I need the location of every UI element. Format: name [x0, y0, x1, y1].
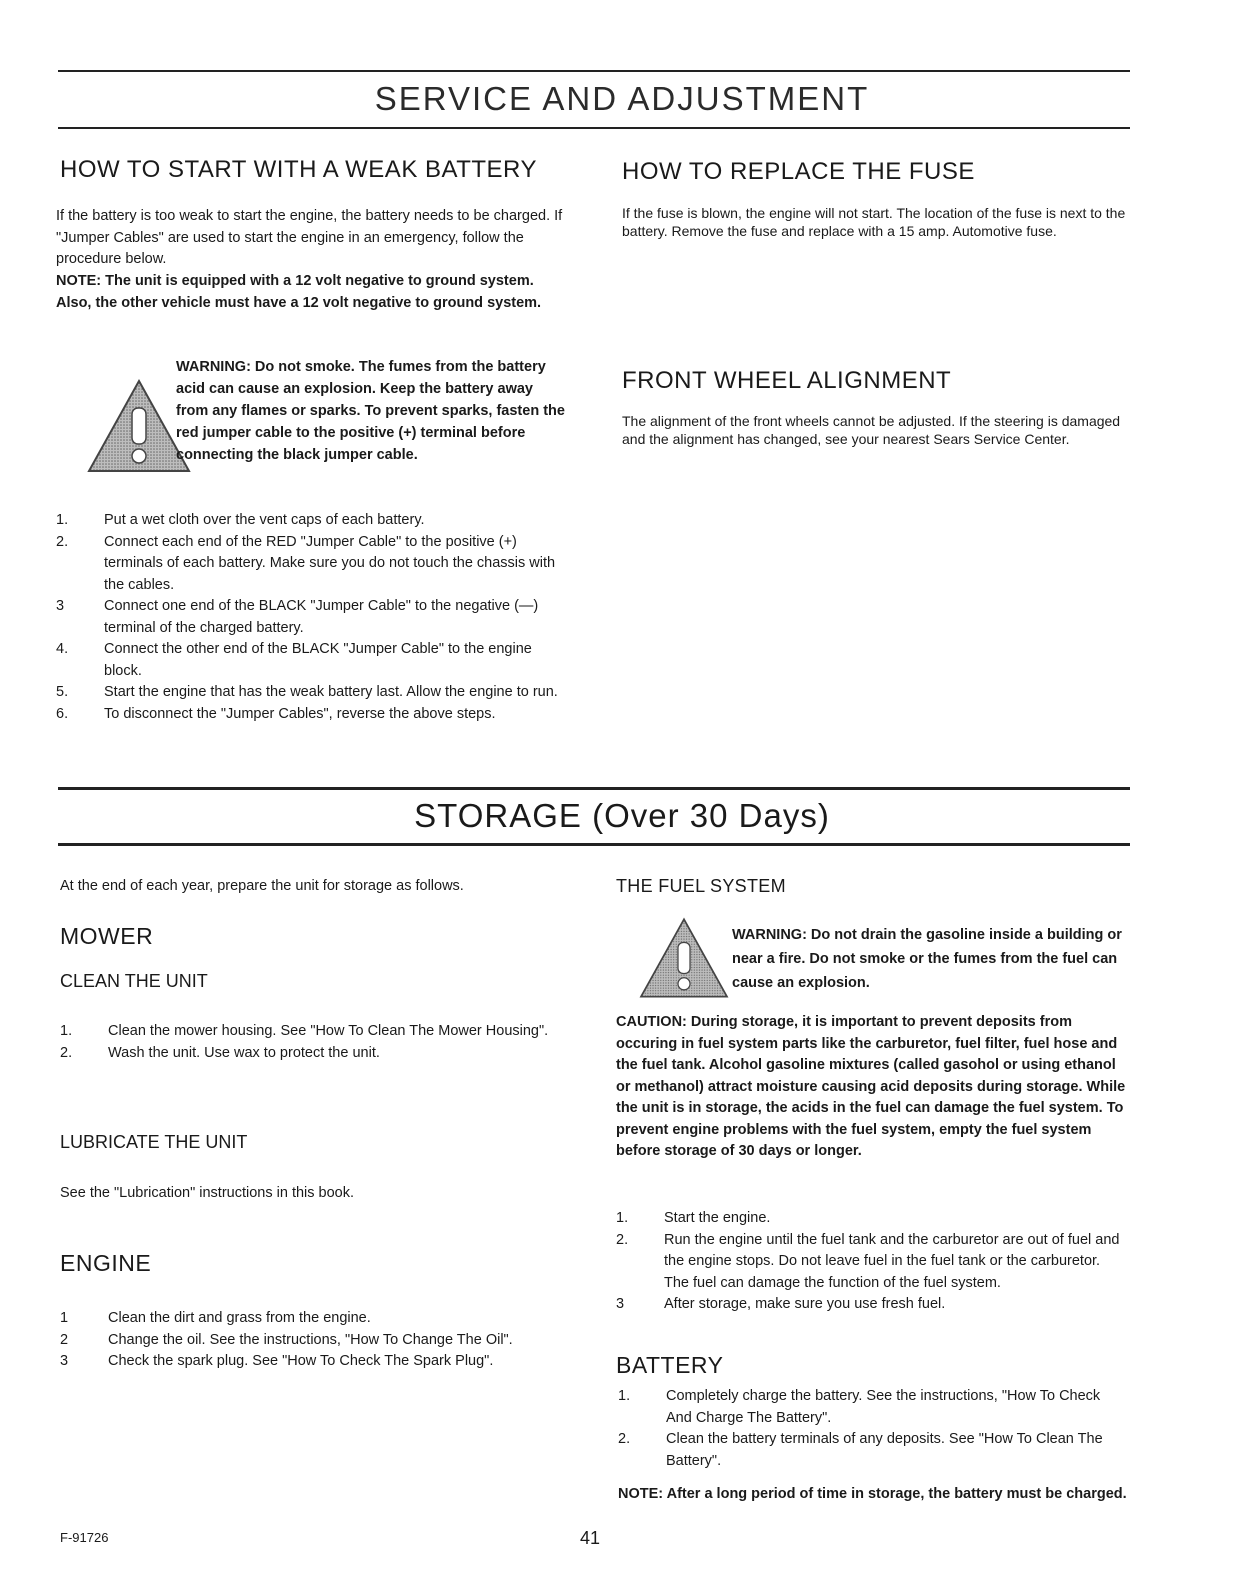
alignment-text: The alignment of the front wheels cannot be adjusted. If the steering is damaged and the alignment has changed, see your nearest Sears Service Center. — [622, 413, 1121, 447]
page-number: 41 — [580, 1528, 601, 1548]
step-number: 5. — [56, 684, 69, 700]
engine-steps-list — [60, 1308, 572, 1373]
step-text: To disconnect the "Jumper Cables", reverse the above steps. — [104, 705, 496, 722]
warning-triangle-icon — [634, 915, 734, 1001]
step-number: 1. — [56, 512, 69, 528]
list-item — [618, 1429, 1128, 1472]
battery-steps-list — [618, 1386, 1128, 1472]
list-item — [616, 1294, 1128, 1316]
weak-battery-intro: If the battery is too weak to start the engine, the battery needs to be charged. If "Jumper Cables" are used to start the engine in an emergency, follow the procedure below. — [56, 208, 563, 267]
step-number: 1. — [618, 1388, 631, 1404]
step-text: Check the spark plug. See "How To Check The Spark Plug". — [108, 1353, 494, 1369]
mower-heading: MOWER — [60, 923, 154, 949]
step-text: Start the engine that has the weak battery last. Allow the engine to run. — [104, 684, 558, 700]
weak-battery-note: NOTE: The unit is equipped with a 12 volt negative to ground system. Also, the other vehicle must have a 12 volt negative to ground system. — [56, 273, 542, 311]
storage-rule-upper — [58, 787, 1130, 790]
list-item — [60, 1308, 572, 1330]
list-item — [60, 1043, 572, 1065]
warning-text-battery: WARNING: Do not smoke. The fumes from the battery acid can cause an explosion. Keep the battery away from any flames or sparks. To prevent sparks, fasten the red jumper cable to the positive (+) terminal before connecting the black jumper cable. — [176, 359, 565, 463]
top-rule-upper — [58, 70, 1130, 72]
step-number: 2 — [60, 1331, 69, 1348]
list-item — [56, 510, 570, 532]
step-number: 1. — [616, 1210, 629, 1226]
engine-heading: ENGINE — [60, 1250, 152, 1276]
list-item — [60, 1330, 572, 1352]
step-text: Connect the other end of the BLACK "Jumper Cable" to the engine block. — [104, 641, 532, 679]
step-number: 3 — [616, 1296, 625, 1312]
storage-title: STORAGE (Over 30 Days) — [414, 797, 830, 834]
list-item — [616, 1230, 1128, 1295]
battery-note: NOTE: After a long period of time in storage, the battery must be charged. — [618, 1486, 1127, 1502]
page-title: SERVICE AND ADJUSTMENT — [374, 80, 870, 117]
step-text: Run the engine until the fuel tank and the carburetor are out of fuel and the engine stops. Do not leave fuel in the fuel tank or the carburetor. The fuel can damage the function of the fuel system. — [664, 1231, 1120, 1291]
step-number: 2. — [618, 1431, 631, 1447]
list-item — [618, 1386, 1128, 1429]
fuse-heading: HOW TO REPLACE THE FUSE — [622, 158, 975, 185]
jumper-steps-list — [56, 510, 570, 725]
step-text: Put a wet cloth over the vent caps of each battery. — [104, 512, 425, 528]
step-number: 4. — [56, 641, 69, 657]
fuel-caution: CAUTION: During storage, it is important to prevent deposits from occuring in fuel system parts like the carburetor, fuel filter, fuel hose and the fuel tank. Alcohol gasoline mixtures (called gasohol or using ethanol or methanol) attract moisture causing acid deposits during storage. While the unit is in storage, the acids in the fuel can damage the fuel system. To prevent engine problems with the fuel system, empty the fuel system before storage of 30 days or longer. — [616, 1014, 1126, 1159]
fuel-system-heading: THE FUEL SYSTEM — [616, 876, 786, 896]
lubricate-heading: LUBRICATE THE UNIT — [60, 1132, 248, 1152]
list-item — [56, 532, 570, 597]
storage-rule-lower — [58, 843, 1130, 846]
list-item — [56, 596, 570, 639]
step-number: 6. — [56, 705, 69, 722]
list-item — [60, 1351, 572, 1373]
step-text: Change the oil. See the instructions, "How To Change The Oil". — [108, 1331, 513, 1348]
warning-text-fuel: WARNING: Do not drain the gasoline inside a building or near a fire. Do not smoke or the fumes from the fuel can cause an explosion. — [732, 927, 1122, 991]
list-item — [56, 704, 570, 726]
step-number: 1 — [60, 1310, 69, 1326]
fuel-steps-list — [616, 1208, 1128, 1316]
step-text: Connect one end of the BLACK "Jumper Cable" to the negative (—) terminal of the charged battery. — [104, 598, 539, 636]
step-text: Connect each end of the RED "Jumper Cable" to the positive (+) terminals of each battery. Make sure you do not touch the chassis with the cables. — [104, 533, 556, 593]
lubricate-text: See the "Lubrication" instructions in this book. — [60, 1185, 355, 1201]
step-text: Clean the dirt and grass from the engine. — [108, 1310, 371, 1326]
step-text: Wash the unit. Use wax to protect the unit. — [108, 1044, 380, 1061]
step-text: After storage, make sure you use fresh fuel. — [664, 1296, 946, 1312]
step-text: Clean the battery terminals of any deposits. See "How To Clean The Battery". — [666, 1431, 1103, 1469]
list-item — [616, 1208, 1128, 1230]
alignment-heading: FRONT WHEEL ALIGNMENT — [622, 367, 952, 394]
step-text: Clean the mower housing. See "How To Clean The Mower Housing". — [108, 1023, 549, 1039]
top-rule-lower — [58, 127, 1130, 129]
step-number: 2. — [60, 1044, 73, 1061]
battery-heading: BATTERY — [616, 1352, 724, 1378]
step-text: Start the engine. — [664, 1210, 771, 1226]
step-number: 3 — [56, 598, 65, 614]
clean-unit-list — [60, 1021, 572, 1064]
step-number: 3 — [60, 1353, 69, 1369]
clean-unit-heading: CLEAN THE UNIT — [60, 971, 208, 991]
fuse-text: If the fuse is blown, the engine will not start. The location of the fuse is next to the battery. Remove the fuse and replace with a 15 amp. Automotive fuse. — [622, 205, 1126, 239]
list-item — [60, 1021, 572, 1043]
step-number: 1. — [60, 1023, 73, 1039]
list-item — [56, 682, 570, 704]
storage-intro: At the end of each year, prepare the unit for storage as follows. — [60, 878, 464, 894]
list-item — [56, 639, 570, 682]
step-number: 2. — [616, 1231, 629, 1248]
form-number: F-91726 — [60, 1530, 109, 1545]
weak-battery-heading: HOW TO START WITH A WEAK BATTERY — [60, 156, 537, 183]
step-number: 2. — [56, 533, 69, 550]
step-text: Completely charge the battery. See the instructions, "How To Check And Charge The Battery". — [666, 1388, 1101, 1426]
